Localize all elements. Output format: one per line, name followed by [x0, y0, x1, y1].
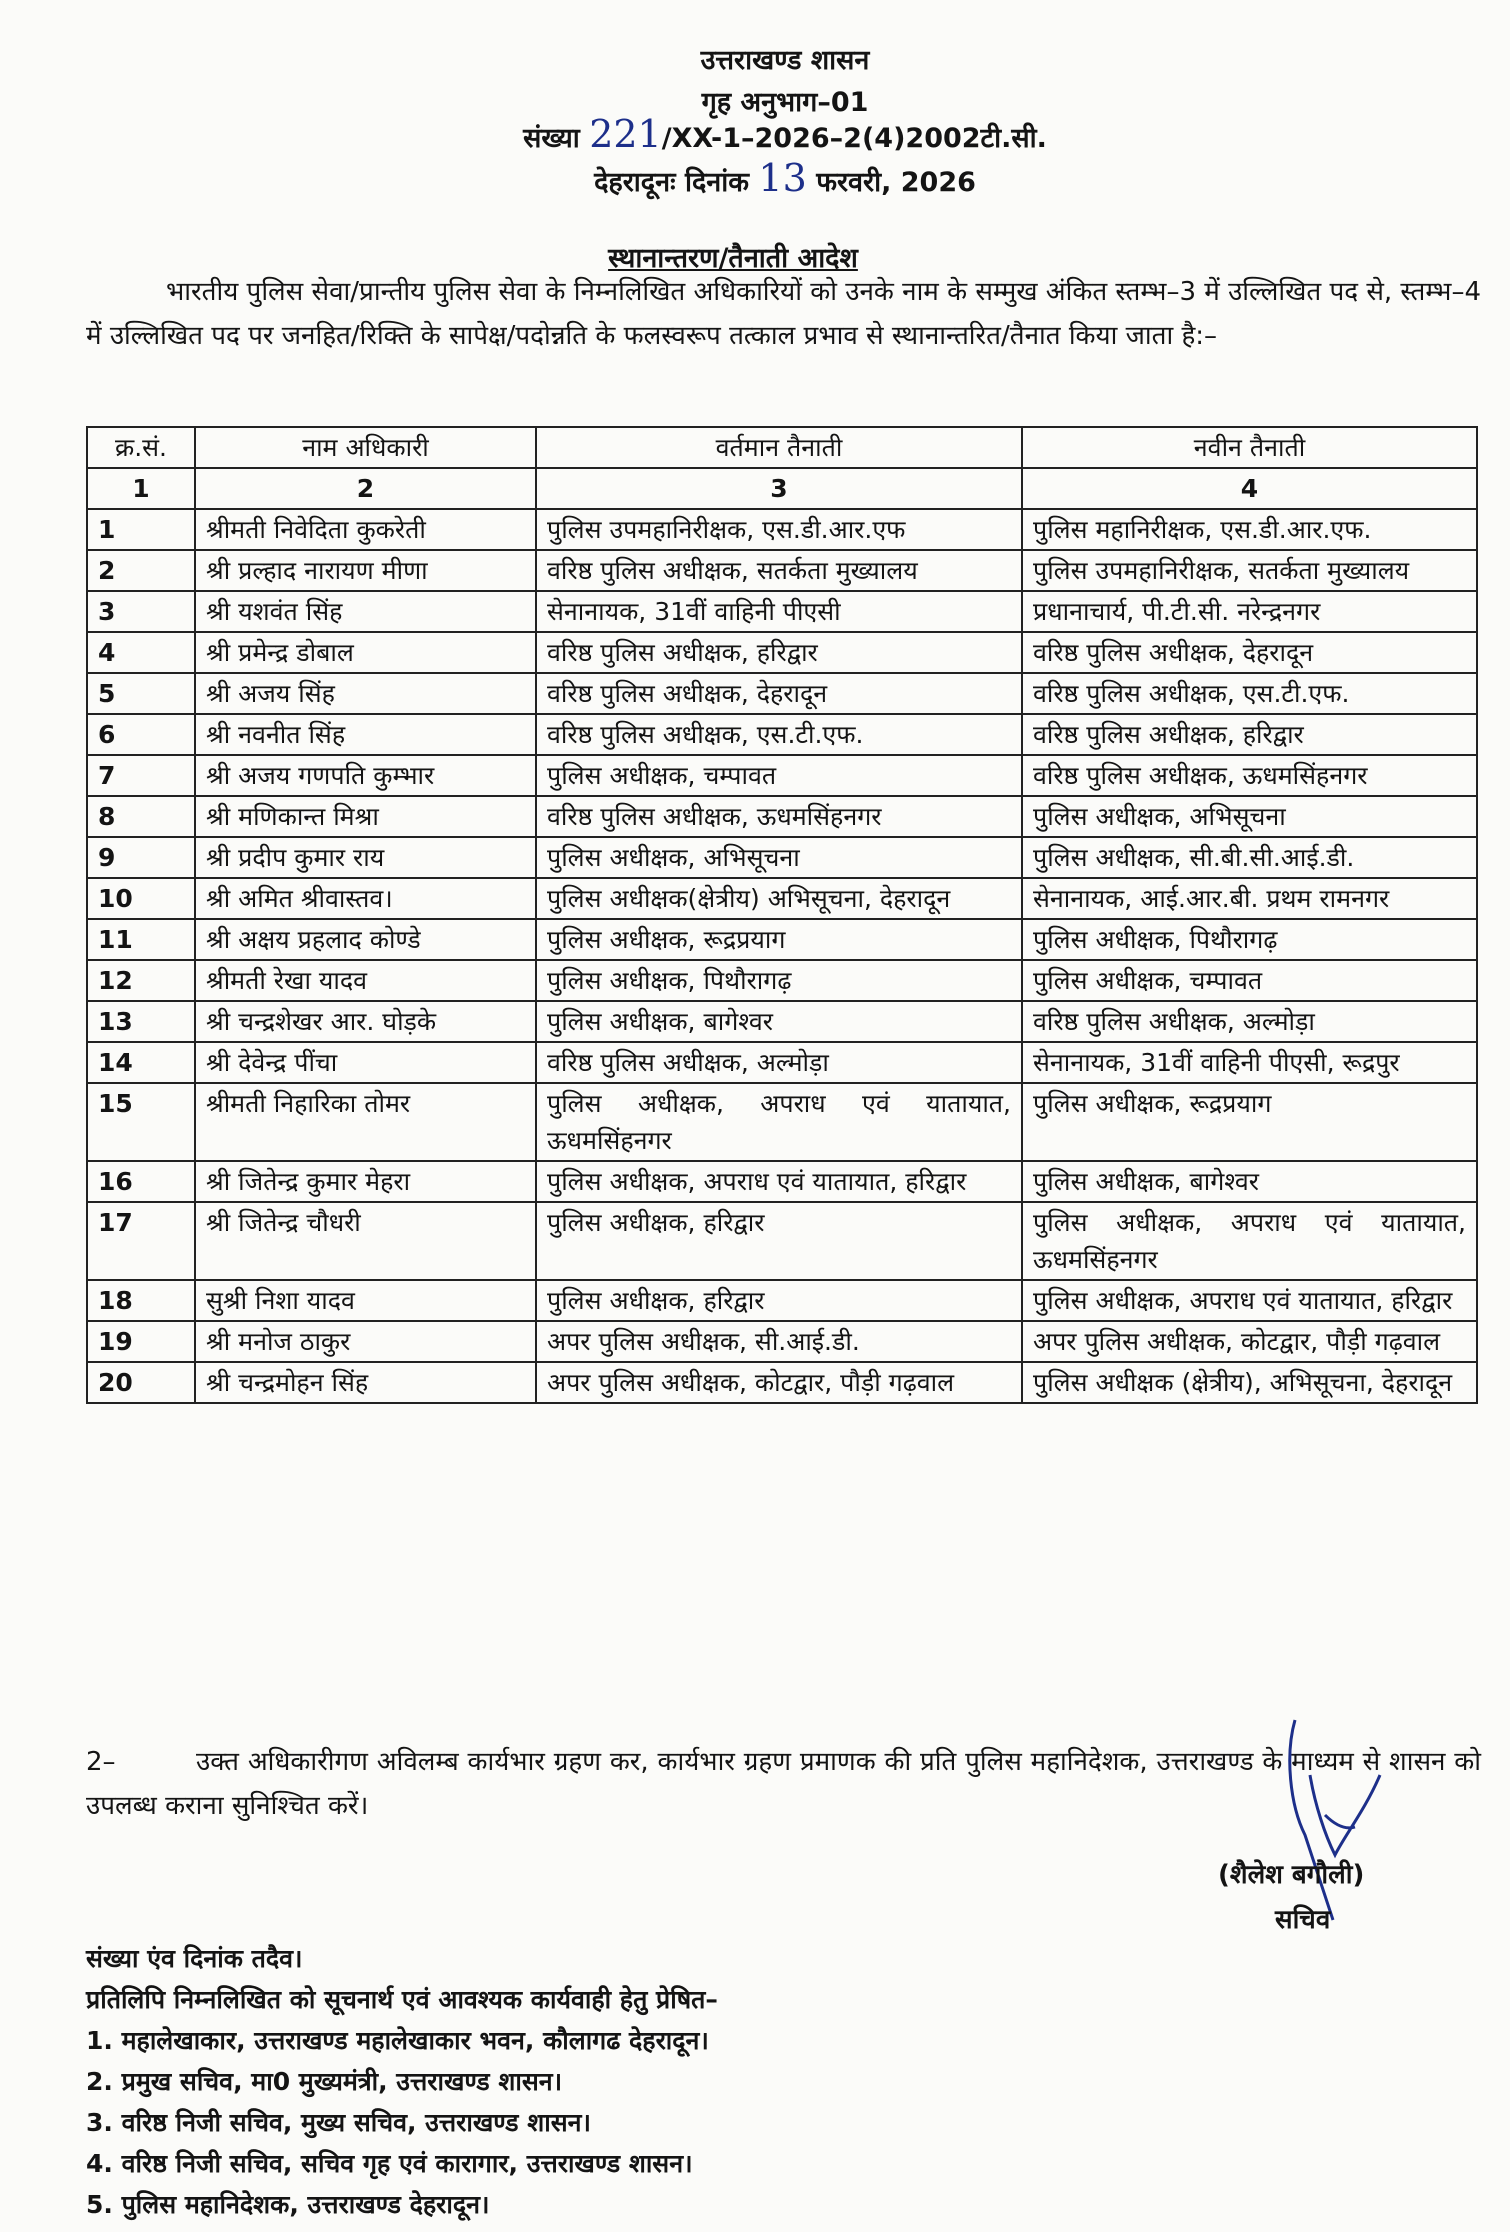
table-row: [87, 1202, 1477, 1280]
copy-item: 4. वरिष्ठ निजी सचिव, सचिव गृह एवं कारागार, उत्तराखण्ड शासन।: [86, 2149, 693, 2178]
table-row: [87, 550, 1477, 591]
new-posting: सेनानायक, आई.आर.बी. प्रथम रामनगर: [1022, 878, 1477, 919]
order-number: [0, 112, 1510, 156]
current-posting: अपर पुलिस अधीक्षक, कोटद्वार, पौड़ी गढ़वाल: [536, 1362, 1022, 1403]
serial-number: 14: [87, 1042, 195, 1083]
number-suffix: /XX-1–2026–2(4)2002टी.सी.: [661, 123, 1047, 154]
officer-name: श्री अजय सिंह: [195, 673, 536, 714]
current-posting: अपर पुलिस अधीक्षक, सी.आई.डी.: [536, 1321, 1022, 1362]
new-posting: वरिष्ठ पुलिस अधीक्षक, एस.टी.एफ.: [1022, 673, 1477, 714]
serial-number: 15: [87, 1083, 195, 1161]
signature: [1255, 1715, 1425, 1925]
table-row: [87, 673, 1477, 714]
serial-number: 2: [87, 550, 195, 591]
section-name: गृह अनुभाग–01: [701, 87, 869, 118]
table-row: [87, 1001, 1477, 1042]
para-2-text: उक्त अधिकारीगण अविलम्ब कार्यभार ग्रहण कर, कार्यभार ग्रहण प्रमाणक की प्रति पुलिस महानिदेशक, उत्तराखण्ड के माध्यम से शासन को उपलब्ध कराना सुनिश्चित करें।: [86, 1747, 1481, 1821]
new-posting: वरिष्ठ पुलिस अधीक्षक, हरिद्वार: [1022, 714, 1477, 755]
serial-number: 4: [87, 632, 195, 673]
table-row: [87, 755, 1477, 796]
officer-name: सुश्री निशा यादव: [195, 1280, 536, 1321]
column-number-row: [87, 468, 1477, 509]
copy-item: 3. वरिष्ठ निजी सचिव, मुख्य सचिव, उत्तराखण्ड शासन।: [86, 2108, 591, 2137]
serial-number: 19: [87, 1321, 195, 1362]
column-number: 2: [195, 468, 536, 509]
new-posting: सेनानायक, 31वीं वाहिनी पीएसी, रूद्रपुर: [1022, 1042, 1477, 1083]
officer-name: श्री चन्द्रमोहन सिंह: [195, 1362, 536, 1403]
current-posting: पुलिस अधीक्षक, हरिद्वार: [536, 1202, 1022, 1280]
serial-number: 6: [87, 714, 195, 755]
new-posting: पुलिस अधीक्षक, अभिसूचना: [1022, 796, 1477, 837]
header-new-posting: नवीन तैनाती: [1022, 427, 1477, 468]
new-posting: पुलिस अधीक्षक, बागेश्वर: [1022, 1161, 1477, 1202]
serial-number: 7: [87, 755, 195, 796]
table-row: [87, 1042, 1477, 1083]
table-row: [87, 878, 1477, 919]
serial-number: 18: [87, 1280, 195, 1321]
header-serial: क्र.सं.: [87, 427, 195, 468]
current-posting: वरिष्ठ पुलिस अधीक्षक, सतर्कता मुख्यालय: [536, 550, 1022, 591]
new-posting: पुलिस अधीक्षक, पिथौरागढ़: [1022, 919, 1477, 960]
officer-name: श्री जितेन्द्र चौधरी: [195, 1202, 536, 1280]
new-posting: पुलिस अधीक्षक, अपराध एवं यातायात, हरिद्वार: [1022, 1280, 1477, 1321]
officer-name: श्री यशवंत सिंह: [195, 591, 536, 632]
current-posting: पुलिस अधीक्षक, चम्पावत: [536, 755, 1022, 796]
new-posting: पुलिस अधीक्षक (क्षेत्रीय), अभिसूचना, देहरादून: [1022, 1362, 1477, 1403]
number-prefix: संख्या: [523, 123, 580, 154]
officer-name: श्री देवेन्द्र पींचा: [195, 1042, 536, 1083]
officer-name: श्री अजय गणपति कुम्भार: [195, 755, 536, 796]
copy-section: [86, 1938, 718, 2225]
new-posting: वरिष्ठ पुलिस अधीक्षक, देहरादून: [1022, 632, 1477, 673]
officer-name: श्री प्रदीप कुमार राय: [195, 837, 536, 878]
header-current-posting: वर्तमान तैनाती: [536, 427, 1022, 468]
serial-number: 10: [87, 878, 195, 919]
officer-name: श्रीमती निवेदिता कुकरेती: [195, 509, 536, 550]
current-posting: सेनानायक, 31वीं वाहिनी पीएसी: [536, 591, 1022, 632]
officer-name: श्री प्रमेन्द्र डोबाल: [195, 632, 536, 673]
current-posting: पुलिस अधीक्षक, बागेश्वर: [536, 1001, 1022, 1042]
new-posting: पुलिस अधीक्षक, रूद्रप्रयाग: [1022, 1083, 1477, 1161]
table-row: [87, 632, 1477, 673]
column-number: 3: [536, 468, 1022, 509]
table-row: [87, 591, 1477, 632]
new-posting: पुलिस महानिरीक्षक, एस.डी.आर.एफ.: [1022, 509, 1477, 550]
copy-item: 1. महालेखाकार, उत्तराखण्ड महालेखाकार भवन, कौलागढ देहरादून।: [86, 2026, 709, 2055]
table-row: [87, 919, 1477, 960]
current-posting: पुलिस अधीक्षक, हरिद्वार: [536, 1280, 1022, 1321]
new-posting: पुलिस अधीक्षक, अपराध एवं यातायात, ऊधमसिंहनगर: [1022, 1202, 1477, 1280]
current-posting: पुलिस अधीक्षक, अभिसूचना: [536, 837, 1022, 878]
current-posting: पुलिस उपमहानिरीक्षक, एस.डी.आर.एफ: [536, 509, 1022, 550]
table-row: [87, 1161, 1477, 1202]
copy-item: 2. प्रमुख सचिव, मा0 मुख्यमंत्री, उत्तराखण्ड शासन।: [86, 2067, 563, 2096]
table-row: [87, 1321, 1477, 1362]
officer-name: श्री अमित श्रीवास्तव।: [195, 878, 536, 919]
new-posting: वरिष्ठ पुलिस अधीक्षक, ऊधमसिंहनगर: [1022, 755, 1477, 796]
table-row: [87, 1280, 1477, 1321]
new-posting: प्रधानाचार्य, पी.टी.सी. नरेन्द्रनगर: [1022, 591, 1477, 632]
current-posting: वरिष्ठ पुलिस अधीक्षक, अल्मोड़ा: [536, 1042, 1022, 1083]
officer-name: श्री मनोज ठाकुर: [195, 1321, 536, 1362]
header-name: नाम अधिकारी: [195, 427, 536, 468]
new-posting: पुलिस अधीक्षक, चम्पावत: [1022, 960, 1477, 1001]
current-posting: वरिष्ठ पुलिस अधीक्षक, देहरादून: [536, 673, 1022, 714]
copy-reference: संख्या एंव दिनांक तदैव।: [86, 1944, 303, 1973]
intro-text: भारतीय पुलिस सेवा/प्रान्तीय पुलिस सेवा के निम्नलिखित अधिकारियों को उनके नाम के सम्मुख अंकित स्तम्भ–3 में उल्लिखित पद से, स्तम्भ–4 में उल्लिखित पद पर जनहित/रिक्ति के सापेक्ष/पदोन्नति के फलस्वरूप तत्काल प्रभाव से स्थानान्तरित/तैनात किया जाता है:–: [86, 277, 1481, 351]
order-title: स्थानान्तरण/तैनाती आदेश: [608, 243, 858, 274]
column-number: 1: [87, 468, 195, 509]
serial-number: 5: [87, 673, 195, 714]
signatory-designation: सचिव: [1275, 1905, 1331, 1935]
officer-name: श्रीमती रेखा यादव: [195, 960, 536, 1001]
current-posting: पुलिस अधीक्षक(क्षेत्रीय) अभिसूचना, देहरादून: [536, 878, 1022, 919]
current-posting: वरिष्ठ पुलिस अधीक्षक, एस.टी.एफ.: [536, 714, 1022, 755]
table-row: [87, 1362, 1477, 1403]
new-posting: पुलिस अधीक्षक, सी.बी.सी.आई.डी.: [1022, 837, 1477, 878]
copy-item: 5. पुलिस महानिदेशक, उत्तराखण्ड देहरादून।: [86, 2190, 490, 2219]
table-row: [87, 714, 1477, 755]
handwritten-number: 221: [589, 112, 662, 156]
date-prefix: देहरादूनः दिनांक: [594, 167, 750, 198]
current-posting: पुलिस अधीक्षक, पिथौरागढ़: [536, 960, 1022, 1001]
serial-number: 8: [87, 796, 195, 837]
current-posting: वरिष्ठ पुलिस अधीक्षक, हरिद्वार: [536, 632, 1022, 673]
handwritten-date: 13: [758, 156, 807, 200]
officer-name: श्री मणिकान्त मिश्रा: [195, 796, 536, 837]
table-row: [87, 509, 1477, 550]
table-row: [87, 1083, 1477, 1161]
new-posting: अपर पुलिस अधीक्षक, कोटद्वार, पौड़ी गढ़वाल: [1022, 1321, 1477, 1362]
serial-number: 13: [87, 1001, 195, 1042]
serial-number: 3: [87, 591, 195, 632]
officer-name: श्री प्रल्हाद नारायण मीणा: [195, 550, 536, 591]
signatory-name: (शैलेश बगौली): [1218, 1860, 1365, 1890]
current-posting: पुलिस अधीक्षक, अपराध एवं यातायात, हरिद्वार: [536, 1161, 1022, 1202]
serial-number: 17: [87, 1202, 195, 1280]
officer-name: श्री नवनीत सिंह: [195, 714, 536, 755]
copy-intro: प्रतिलिपि निम्नलिखित को सूचनार्थ एवं आवश्यक कार्यवाही हेतु प्रेषित–: [86, 1985, 718, 2014]
serial-number: 12: [87, 960, 195, 1001]
new-posting: वरिष्ठ पुलिस अधीक्षक, अल्मोड़ा: [1022, 1001, 1477, 1042]
officer-name: श्रीमती निहारिका तोमर: [195, 1083, 536, 1161]
serial-number: 20: [87, 1362, 195, 1403]
date-suffix: फरवरी, 2026: [816, 167, 976, 198]
table-row: [87, 796, 1477, 837]
new-posting: पुलिस उपमहानिरीक्षक, सतर्कता मुख्यालय: [1022, 550, 1477, 591]
table-header-row: [87, 427, 1477, 468]
current-posting: पुलिस अधीक्षक, रूद्रप्रयाग: [536, 919, 1022, 960]
current-posting: वरिष्ठ पुलिस अधीक्षक, ऊधमसिंहनगर: [536, 796, 1022, 837]
officer-name: श्री अक्षय प्रहलाद कोण्डे: [195, 919, 536, 960]
serial-number: 1: [87, 509, 195, 550]
column-number: 4: [1022, 468, 1477, 509]
current-posting: पुलिस अधीक्षक, अपराध एवं यातायात, ऊधमसिंहनगर: [536, 1083, 1022, 1161]
officer-name: श्री जितेन्द्र कुमार मेहरा: [195, 1161, 536, 1202]
transfer-table: [86, 426, 1478, 1404]
serial-number: 11: [87, 919, 195, 960]
government-name: उत्तराखण्ड शासन: [700, 45, 870, 76]
table-row: [87, 960, 1477, 1001]
serial-number: 16: [87, 1161, 195, 1202]
intro-paragraph: [86, 270, 1481, 358]
officer-name: श्री चन्द्रशेखर आर. घोड़के: [195, 1001, 536, 1042]
order-date: [0, 156, 1510, 200]
para-2-number: 2–: [86, 1747, 116, 1777]
table-row: [87, 837, 1477, 878]
serial-number: 9: [87, 837, 195, 878]
